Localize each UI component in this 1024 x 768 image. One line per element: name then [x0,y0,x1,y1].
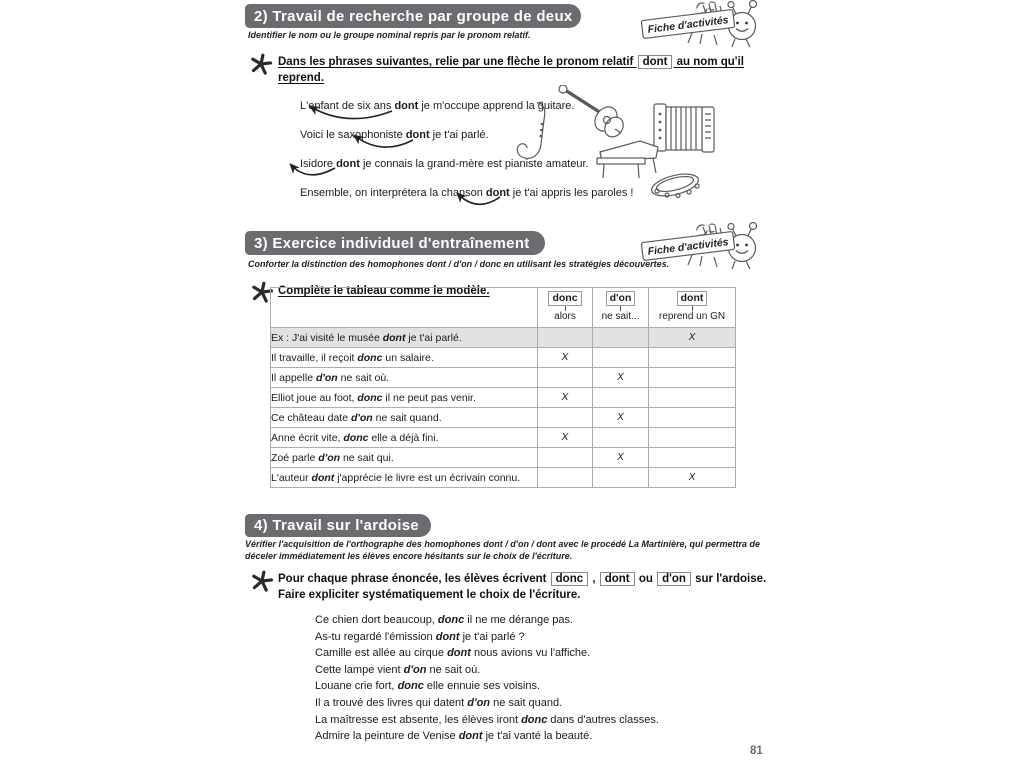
table-row [271,468,736,488]
homophone-word: dont [336,158,360,170]
instruction-text-line2: Faire expliciter systématiquement le choix de l'écriture. [278,589,581,601]
homophones-table [270,287,736,488]
table-header-row [271,288,736,328]
table-row [271,428,736,448]
dont-box: dont [600,572,635,586]
homophone-word: dont [405,129,430,141]
table-row [271,408,736,428]
mark-cell-donc [538,408,593,428]
mark-cell-don [593,428,649,448]
mark-cell-donc: X [538,388,593,408]
mark-cell-donc: X [538,428,593,448]
table-sentence-cell: Anne écrit vite, donc elle a déjà fini. [271,428,538,448]
mark-cell-donc [538,468,593,488]
badge-label: Fiche d'activités [647,236,730,258]
table-sentence-cell: Zoé parle d'on ne sait qui. [271,448,538,468]
dictation-sentence: Cette lampe vient d'on ne sait où. [315,663,481,676]
table-row [271,348,736,368]
mark-cell-dont [649,428,736,448]
tambourine-icon [648,168,703,203]
dictation-sentences [315,612,659,745]
mark-cell-don [593,328,649,348]
guitar-icon [555,85,635,140]
table-column-header [538,288,593,328]
asterisk-icon [250,569,274,593]
homophone-word: dont [382,331,406,344]
saxophone-icon [508,100,553,168]
homophone-word: d'on [350,411,373,424]
table-row [271,328,736,348]
page-number: 81 [750,745,763,757]
table-sentence-cell: L'auteur dont j'apprécie le livre est un écrivain connu. [271,468,538,488]
asterisk-icon [249,52,273,76]
mark-cell-donc [538,368,593,388]
homophone-word: dont [311,471,335,484]
homophone-word: donc [521,713,548,726]
homophone-word: donc [357,351,383,364]
mark-cell-dont [649,408,736,428]
dictation-sentence: Il a trouvé des livres qui datent d'on ne sait quand. [315,696,563,709]
relation-arrow [291,165,335,175]
dictation-sentence: La maîtresse est absente, les élèves iront donc dans d'autres classes. [315,713,659,726]
section4-objective: Vérifier l'acquisition de l'orthographe des homophones dont / d'on / dont avec le procédé La Martinière, qui permettra de déceler immédiatement les élèves encore hésitants sur le choix de l'écriture. [245,539,760,561]
table-sentence-cell: Ex : J'ai visité le musée dont je t'ai parlé. [271,328,538,348]
relation-sentence: Isidore dont je connais la grand-mère est pianiste amateur. [300,158,589,170]
instruction-text: Dans les phrases suivantes, relie par une flèche le pronom relatif [278,56,637,68]
mark-cell-dont [649,368,736,388]
homophone-word: d'on [467,696,491,709]
homophone-word: donc [357,391,383,404]
table-column-header [649,288,736,328]
homophone-word: dont [458,730,483,743]
mark-cell-don [593,468,649,488]
mark-cell-don: X [593,408,649,428]
table-sentence-cell: Il appelle d'on ne sait où. [271,368,538,388]
dictation-sentence: Admire la peinture de Venise dont je t'ai vanté la beauté. [315,730,593,743]
mark-cell-dont [649,448,736,468]
dictation-sentence: Louane crie fort, donc elle ennuie ses voisins. [315,680,541,693]
mark-cell-dont: X [649,468,736,488]
mark-cell-donc [538,448,593,468]
homophone-box: d'on [606,291,636,306]
mark-cell-dont [649,348,736,368]
mark-cell-don: X [593,448,649,468]
table-corner-cell [271,288,538,328]
dictation-sentence: Camille est allée au cirque dont nous avions vu l'affiche. [315,647,591,660]
homophone-box: dont [677,291,708,306]
mark-cell-donc [538,328,593,348]
homophone-word: dont [394,100,419,112]
badge-label: Fiche d'activités [647,14,730,36]
table-sentence-cell: Elliot joue au foot, donc il ne peut pas venir. [271,388,538,408]
relation-arrow [458,194,500,204]
instruction-text: au nom qu'il [673,56,744,68]
homophone-word: d'on [403,663,427,676]
donc-box: donc [551,572,588,586]
table-column-header [593,288,649,328]
relation-sentence: L'enfant de six ans dont je m'occupe apprend la guitare. [300,100,575,112]
mark-cell-dont [649,388,736,408]
homophone-word: donc [437,614,465,626]
homophone-meaning: ne sait... [601,311,640,322]
table-sentence-cell: Il travaille, il reçoit donc un salaire. [271,348,538,368]
mark-cell-dont: X [649,328,736,348]
don-box: d'on [657,572,691,586]
homophone-word: d'on [315,371,338,384]
relation-sentence: Voici le saxophoniste dont je t'ai parlé. [300,129,489,141]
homophone-word: dont [447,647,471,660]
dont-box: dont [638,55,673,69]
fiche-activites-sign [641,231,735,260]
homophone-word: dont [485,187,510,199]
table-row [271,368,736,388]
section2-title: 2) Travail de recherche par groupe de deux [245,4,581,28]
mark-cell-don [593,348,649,368]
section2-instruction [278,54,778,86]
relation-sentence: Ensemble, on interprétera la chanson dont je t'ai appris les paroles ! [300,187,634,199]
section4-title: 4) Travail sur l'ardoise [245,514,431,537]
relation-arrow [311,107,392,119]
homophone-box: donc [548,291,581,306]
homophone-word: d'on [318,451,341,464]
homophone-word: donc [397,680,424,693]
mark-cell-donc: X [538,348,593,368]
instruction-text-line2: reprend. [278,72,325,84]
section3-title: 3) Exercice individuel d'entraînement [245,231,545,255]
dictation-sentence: As-tu regardé l'émission dont je t'ai parlé ? [315,630,525,643]
mark-cell-don: X [593,368,649,388]
section3-instruction: Complète le tableau comme le modèle. [278,285,490,297]
dictation-sentence: Ce chien dort beaucoup, donc il ne me dérange pas. [315,614,574,626]
section2-objective: Identifier le nom ou le groupe nominal repris par le pronom relatif. [248,30,531,40]
table-row [271,388,736,408]
homophone-word: donc [343,431,369,444]
homophone-word: dont [435,630,460,643]
homophone-meaning: alors [554,311,576,322]
table-sentence-cell: Ce château date d'on ne sait quand. [271,408,538,428]
section3-objective: Conforter la distinction des homophones dont / d'on / donc en utilisant les stratégies découvertes. [248,259,670,269]
section4-instruction: Pour chaque phrase énoncée, les élèves écrivent donc , dont ou d'on sur l'ardoise. Faire expliciter systématiquement le choix de l'écriture. [278,571,788,603]
homophone-meaning: reprend un GN [658,311,726,322]
relation-arrow [355,136,413,147]
mark-cell-don [593,388,649,408]
fiche-activites-badge [640,0,772,50]
table-row [271,448,736,468]
